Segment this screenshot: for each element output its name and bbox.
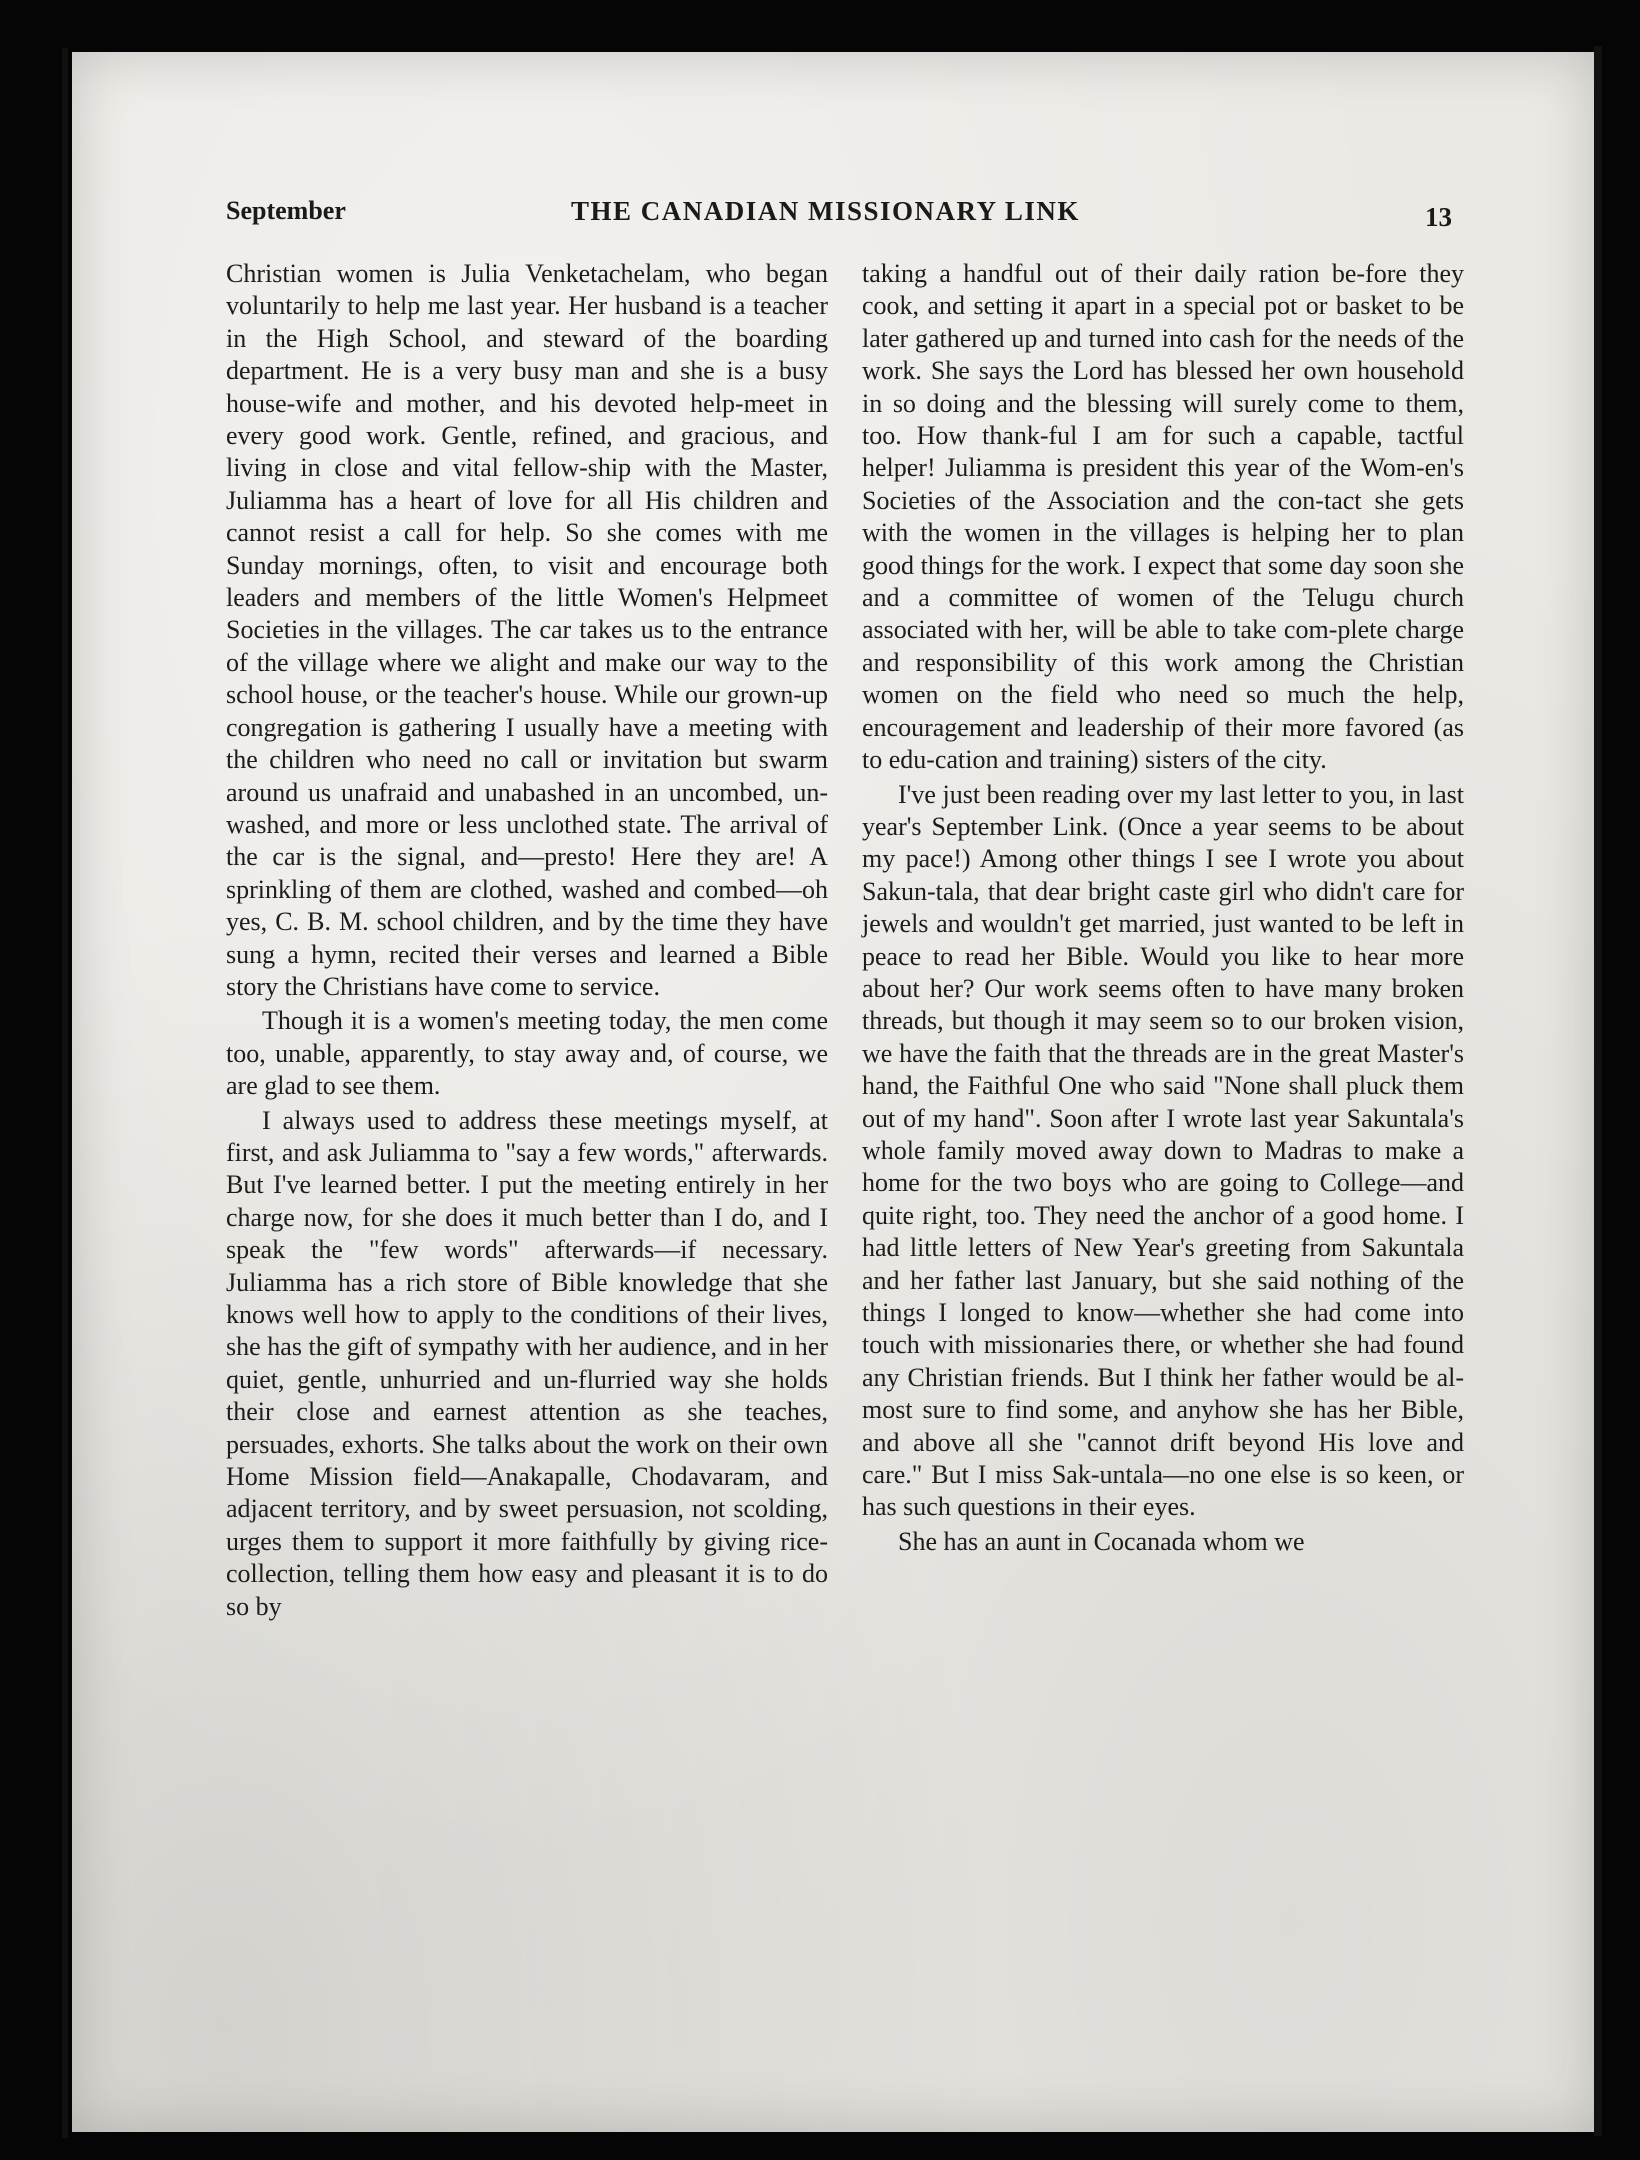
paragraph: I always used to address these meetings myself, at first, and ask Juliamma to "say a few words," afterwards. But I've learned better. I put the meeting entirely in her charge now, for she does it much better than I do, and I speak the "few words" afterwards—if necessary. Juliamma has a rich store of Bible knowledge that she knows well how to apply to the conditions of their lives, she has the gift of sympathy with her audience, and in her quiet, gentle, unhurried and un-flurried way she holds their close and earnest attention as she teaches, persuades, exhorts. She talks about the work on their own Home Mission field—Anakapalle, Chodavaram, and adjacent territory, and by sweet persuasion, not scolding, urges them to support it more faithfully by giving rice-collection, telling them how easy and pleasant it is to do so by (226, 1105, 828, 1621)
paragraph: I've just been reading over my last letter to you, in last year's September Link. (Once a year seems to be about my pace!) Among other things I see I wrote you about Sakun-tala, that dear bright caste girl who didn't care for jewels and wouldn't get married, just wanted to be left in peace to read her Bible. Would you like to hear more about her? Our work seems often to have many broken threads, but though it may seem so to our broken vision, we have the faith that the threads are in the great Master's hand, the Faithful One who said "None shall pluck them out of my hand". Soon after I wrote last year Sakuntala's whole family moved away down to Madras to make a home for the two boys who are going to College—and quite right, too. They need the anchor of a good home. I had little letters of New Year's greeting from Sakuntala and her father last January, but she said nothing of the things I longed to know—whether she had come into touch with missionaries there, or whether she had found any Christian friends. But I think her father would be al-most sure to find some, and anyhow she has her Bible, and above all she "cannot drift beyond His love and care." But I miss Sak-untala—no one else is so keen, or has such questions in their eyes. (862, 779, 1464, 1522)
paragraph: She has an aunt in Cocanada whom we (898, 1526, 1305, 1556)
paragraph: Though it is a women's meeting today, the men come too, unable, apparently, to stay away and, of course, we are glad to see them. (226, 1006, 828, 1101)
page-left-edge (62, 48, 68, 2138)
page-right-edge (1594, 46, 1602, 2136)
text-column-left (226, 258, 828, 1625)
running-header (226, 196, 1452, 240)
paragraph: taking a handful out of their daily ration be-fore they cook, and setting it apart in a special pot or basket to be later gathered up and turned into cash for the needs of the work. She says the Lord has blessed her own household in so doing and the blessing will surely come to them, too. How thank-ful I am for such a capable, tactful helper! Juliamma is president this year of the Wom-en's Societies of the Association and the con-tact she gets with the women in the villages is helping her to plan good things for the work. I expect that some day soon she and a committee of women of the Telugu church associated with her, will be able to take com-plete charge and responsibility of this work among the Christian women on the field who need so much the help, encouragement and leadership of their more favored (as to edu-cation and training) sisters of the city. (862, 259, 1464, 775)
text-column-right (862, 258, 1464, 1560)
paragraph: Christian women is Julia Venketachelam, who began voluntarily to help me last year. Her husband is a teacher in the High School, and steward of the boarding department. He is a very busy man and she is a busy house-wife and mother, and his devoted help-meet in every good work. Gentle, refined, and gracious, and living in close and vital fellow-ship with the Master, Juliamma has a heart of love for all His children and cannot resist a call for help. So she comes with me Sunday mornings, often, to visit and encourage both leaders and members of the little Women's Helpmeet Societies in the villages. The car takes us to the entrance of the village where we alight and make our way to the school house, or the teacher's house. While our grown-up congregation is gathering I usually have a meeting with the children who need no call or invitation but swarm around us unafraid and unabashed in an uncombed, un-washed, and more or less unclothed state. The arrival of the car is the signal, and—presto! Here they are! A sprinkling of them are clothed, washed and combed—oh yes, C. B. M. school children, and by the time they have sung a hymn, recited their verses and learned a Bible story the Christians have come to service. (226, 259, 828, 1001)
header-publication-title: THE CANADIAN MISSIONARY LINK (571, 196, 1080, 226)
header-month: September (226, 196, 346, 225)
page-number: 13 (1425, 202, 1452, 232)
